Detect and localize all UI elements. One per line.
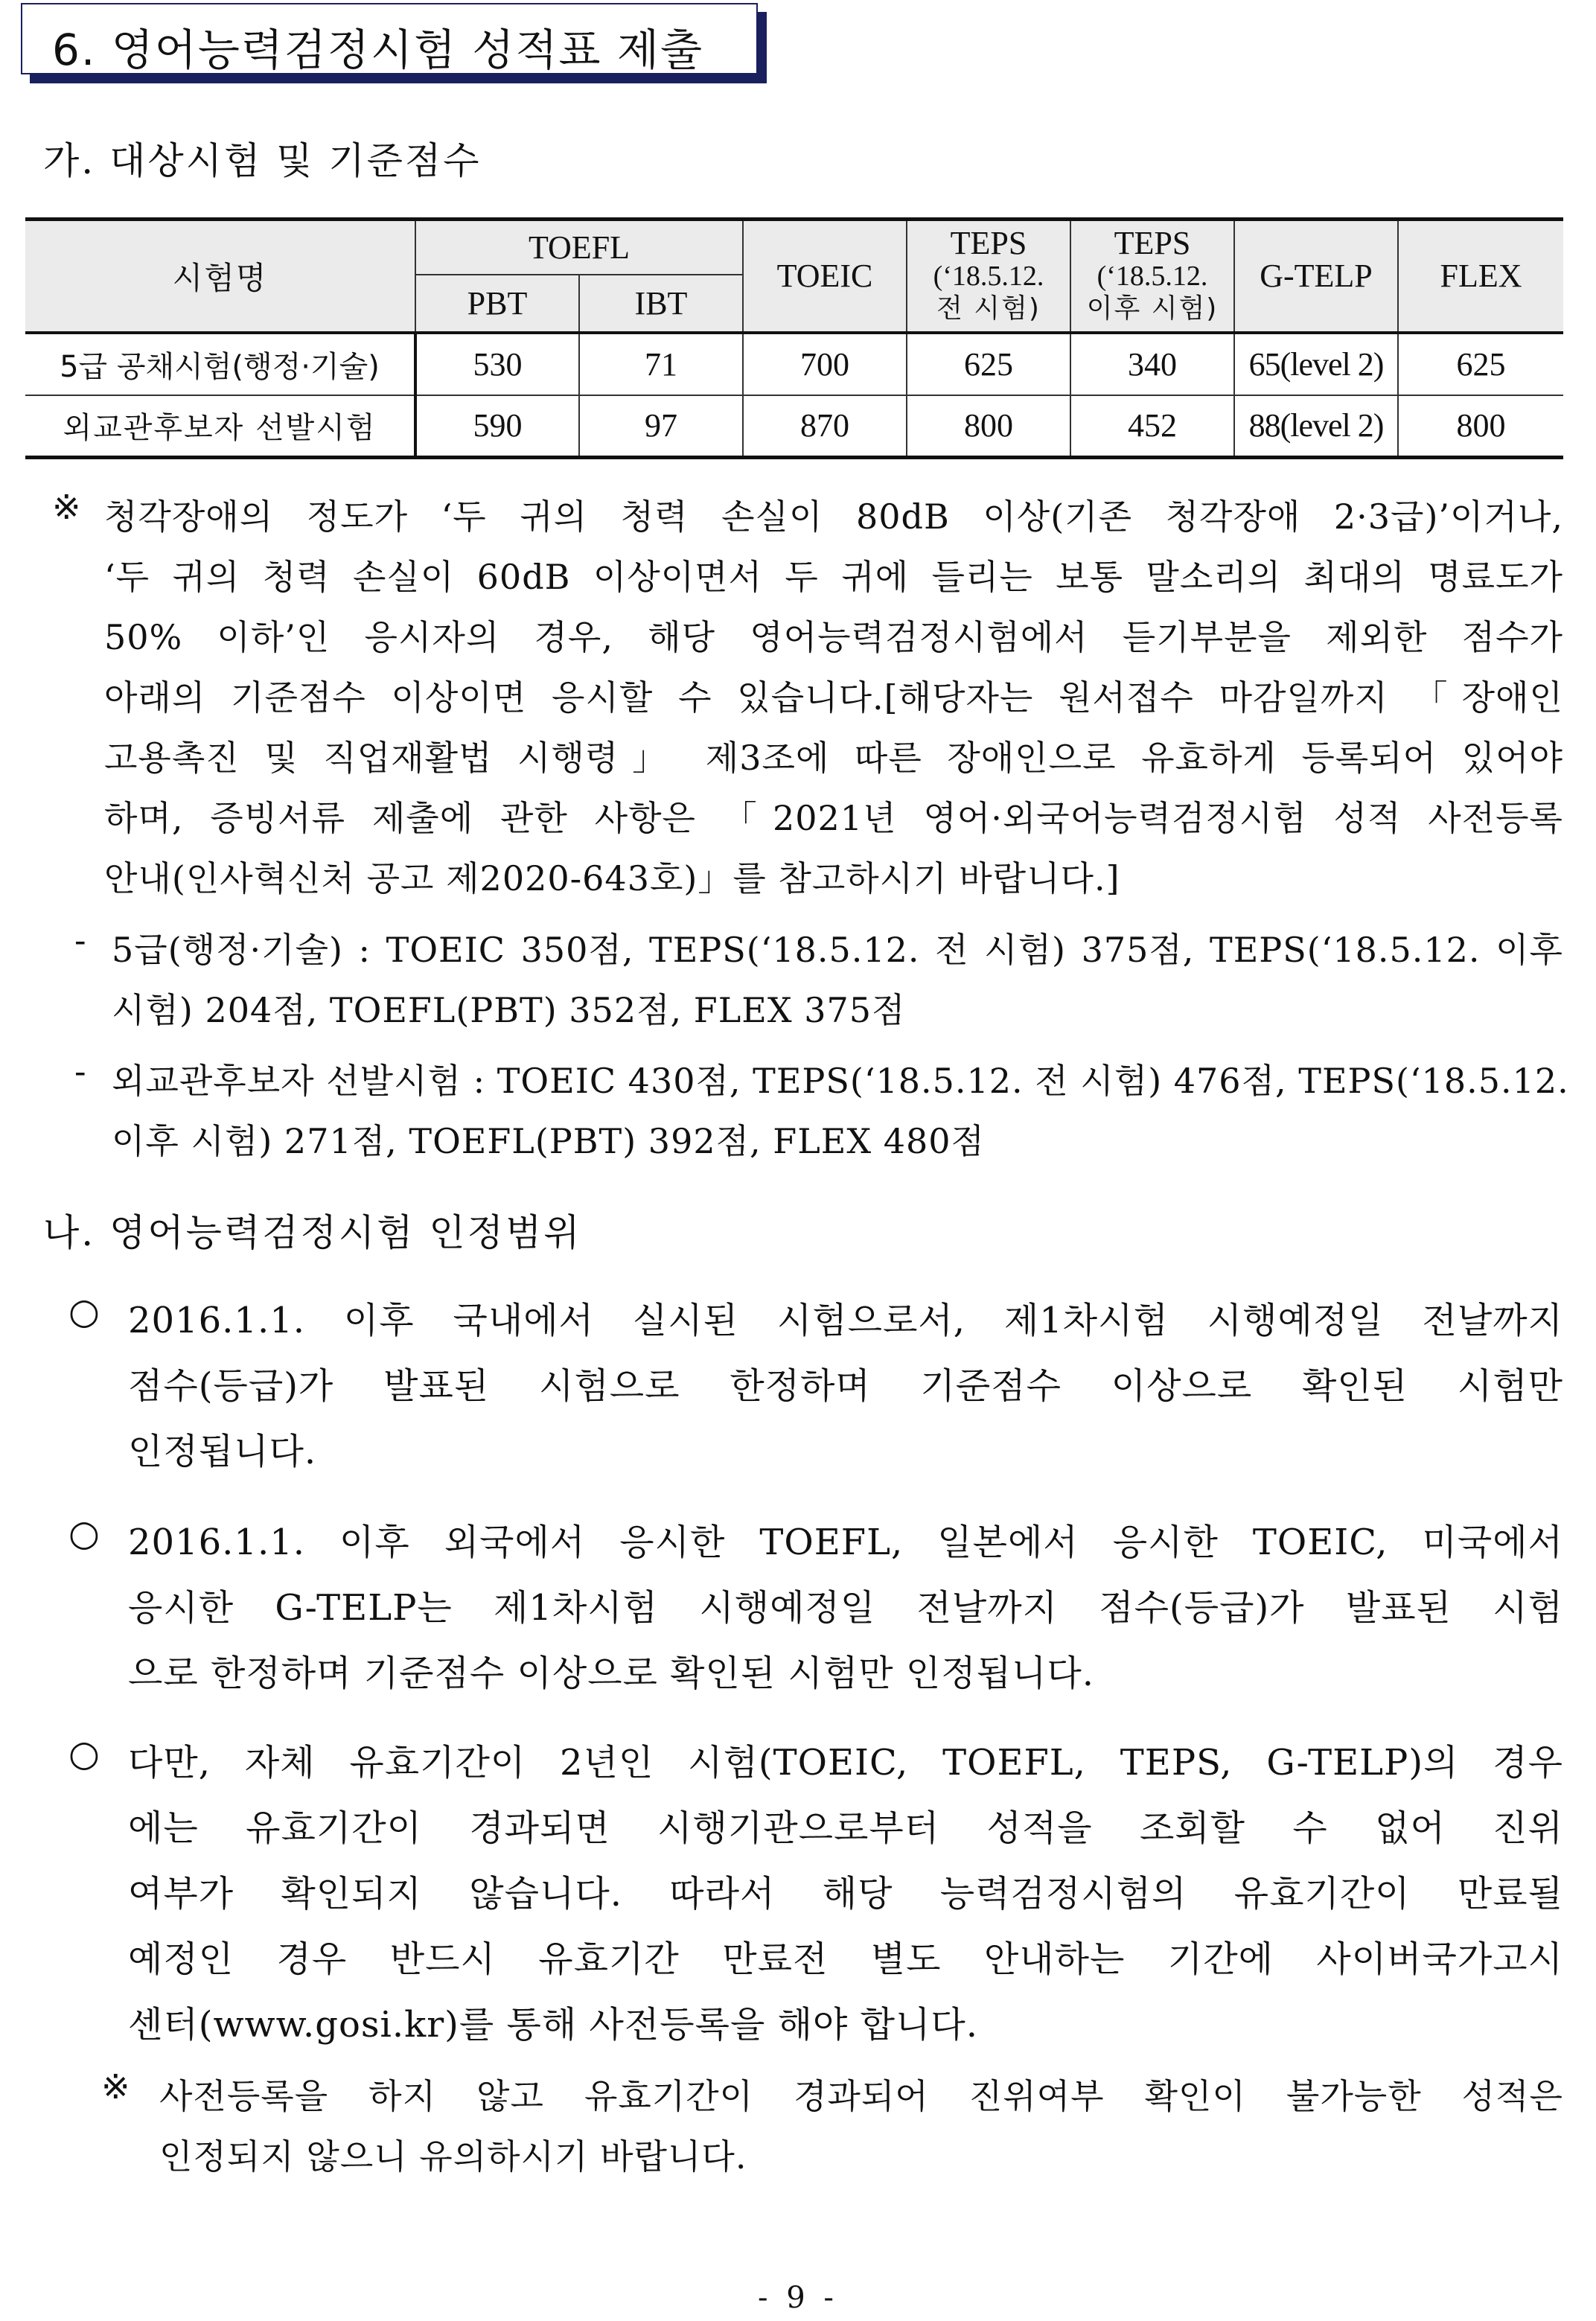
teps-before-title: TEPS bbox=[950, 224, 1027, 261]
col-teps-before bbox=[907, 220, 1070, 333]
bullet-mark: ○ bbox=[68, 1733, 100, 1775]
dash-paragraph-2 bbox=[112, 1051, 1569, 1172]
bullet-line: 인정됩니다. bbox=[128, 1431, 317, 1472]
bullet-line: 예정인 경우 반드시 유효기간 만료전 별도 안내하는 기간에 사이버국가고시 bbox=[128, 1938, 1563, 1980]
col-flex: FLEX bbox=[1398, 220, 1563, 333]
cell-ibt: 97 bbox=[579, 395, 743, 458]
bullet-paragraph-2 bbox=[128, 1510, 1563, 1706]
note-line: 청각장애의 정도가 ‘두 귀의 청력 손실이 80dB 이상(기존 청각장애 2·3급)’이거나, bbox=[104, 497, 1563, 537]
bullet-line: 센터(www.gosi.kr)를 통해 사전등록을 해야 합니다. bbox=[128, 2004, 978, 2046]
note-paragraph-cont bbox=[104, 547, 1563, 909]
page-number: - 9 - bbox=[758, 2281, 838, 2315]
bullet-mark: ○ bbox=[68, 1291, 100, 1332]
subsection-a-heading: 가. 대상시험 및 기준점수 bbox=[43, 139, 482, 182]
col-gtelp: G-TELP bbox=[1234, 220, 1398, 333]
table-row bbox=[25, 333, 1563, 395]
teps-after-sub1: (‘18.5.12. bbox=[1097, 260, 1208, 292]
dash-mark: - bbox=[74, 920, 86, 960]
note-line: 인정되지 않으니 유의하시기 바랍니다. bbox=[159, 2136, 747, 2177]
dash-line: 이후 시험) 271점, TOEFL(PBT) 392점, FLEX 480점 bbox=[112, 1121, 985, 1161]
note-paragraph bbox=[104, 487, 1563, 547]
bullet-line: 다만, 자체 유효기간이 2년인 시험(TOEIC, TOEFL, TEPS, G-TELP)의 경우 bbox=[128, 1742, 1563, 1784]
cell-teps-before: 625 bbox=[907, 333, 1070, 395]
note-line: 50% 이하’인 응시자의 경우, 해당 영어능력검정시험에서 듣기부분을 제외한 점수가 bbox=[104, 617, 1563, 657]
dash-mark: - bbox=[74, 1051, 86, 1091]
note-line: 고용촉진 및 직업재활법 시행령」 제3조에 따른 장애인으로 유효하게 등록되어 있어야 bbox=[104, 738, 1563, 778]
cell-flex: 800 bbox=[1398, 395, 1563, 458]
col-toefl: TOEFL bbox=[415, 220, 743, 275]
dash-line: 5급(행정·기술) : TOEIC 350점, TEPS(‘18.5.12. 전 시험) 375점, TEPS(‘18.5.12. 이후 bbox=[112, 930, 1563, 970]
bullet-line: 에는 유효기간이 경과되면 시행기관으로부터 성적을 조회할 수 없어 진위 bbox=[128, 1807, 1563, 1849]
cell-teps-after: 452 bbox=[1070, 395, 1234, 458]
cell-toeic: 870 bbox=[743, 395, 907, 458]
dash-line: 외교관후보자 선발시험 : TOEIC 430점, TEPS(‘18.5.12. 전 시험) 476점, TEPS(‘18.5.12. bbox=[112, 1061, 1569, 1101]
cell-flex: 625 bbox=[1398, 333, 1563, 395]
cell-teps-before: 800 bbox=[907, 395, 1070, 458]
subsection-b-heading: 나. 영어능력검정시험 인정범위 bbox=[43, 1211, 582, 1254]
cell-pbt: 590 bbox=[415, 395, 579, 458]
teps-before-sub2: 전 시험) bbox=[936, 293, 1041, 324]
row-name: 5급 공채시험(행정·기술) bbox=[25, 333, 415, 395]
col-toeic: TOEIC bbox=[743, 220, 907, 333]
note-line: ‘두 귀의 청력 손실이 60dB 이상이면서 두 귀에 들리는 보통 말소리의 최대의 명료도가 bbox=[104, 557, 1563, 597]
row-name: 외교관후보자 선발시험 bbox=[25, 395, 415, 458]
bullet-line: 응시한 G-TELP는 제1차시험 시행예정일 전날까지 점수(등급)가 발표된 시험 bbox=[128, 1587, 1563, 1629]
bullet-line: 으로 한정하며 기준점수 이상으로 확인된 시험만 인정됩니다. bbox=[128, 1653, 1095, 1694]
table-row bbox=[25, 395, 1563, 458]
note-line: 아래의 기준점수 이상이면 응시할 수 있습니다.[해당자는 원서접수 마감일까지 「장애인 bbox=[104, 677, 1563, 718]
dash-line: 시험) 204점, TOEFL(PBT) 352점, FLEX 375점 bbox=[112, 990, 906, 1030]
section-title-box bbox=[21, 3, 758, 74]
col-teps-after bbox=[1070, 220, 1234, 333]
note-line: 하며, 증빙서류 제출에 관한 사항은 「2021년 영어·외국어능력검정시험 성적 사전등록 bbox=[104, 798, 1563, 838]
col-pbt: PBT bbox=[415, 275, 579, 333]
cell-ibt: 71 bbox=[579, 333, 743, 395]
cell-pbt: 530 bbox=[415, 333, 579, 395]
cell-teps-after: 340 bbox=[1070, 333, 1234, 395]
dash-paragraph-1 bbox=[112, 920, 1563, 1041]
bullet-line: 2016.1.1. 이후 국내에서 실시된 시험으로서, 제1차시험 시행예정일 전날까지 bbox=[128, 1300, 1563, 1341]
note-mark: ※ bbox=[101, 2066, 130, 2107]
bullet-line: 여부가 확인되지 않습니다. 따라서 해당 능력검정시험의 유효기간이 만료될 bbox=[128, 1873, 1563, 1915]
note-paragraph-2 bbox=[159, 2066, 1563, 2187]
cell-gtelp: 88(level 2) bbox=[1234, 395, 1398, 458]
col-ibt: IBT bbox=[579, 275, 743, 333]
teps-before-sub1: (‘18.5.12. bbox=[933, 260, 1044, 292]
teps-after-title: TEPS bbox=[1114, 224, 1191, 261]
exam-score-table bbox=[25, 217, 1563, 459]
teps-after-sub2: 이후 시험) bbox=[1086, 293, 1219, 324]
bullet-line: 점수(등급)가 발표된 시험으로 한정하며 기준점수 이상으로 확인된 시험만 bbox=[128, 1365, 1563, 1407]
cell-gtelp: 65(level 2) bbox=[1234, 333, 1398, 395]
note-line: 안내(인사혁신처 공고 제2020-643호)」를 참고하시기 바랍니다.] bbox=[104, 858, 1120, 898]
section-title: 6. 영어능력검정시험 성적표 제출 bbox=[52, 25, 704, 75]
note-mark: ※ bbox=[52, 487, 81, 527]
bullet-mark: ○ bbox=[68, 1513, 100, 1554]
cell-toeic: 700 bbox=[743, 333, 907, 395]
bullet-line: 2016.1.1. 이후 외국에서 응시한 TOEFL, 일본에서 응시한 TOEIC, 미국에서 bbox=[128, 1522, 1563, 1563]
bullet-paragraph-3 bbox=[128, 1730, 1563, 2057]
note-line: 사전등록을 하지 않고 유효기간이 경과되어 진위여부 확인이 불가능한 성적은 bbox=[159, 2076, 1563, 2116]
bullet-paragraph-1 bbox=[128, 1288, 1563, 1484]
col-exam-name: 시험명 bbox=[25, 220, 415, 333]
